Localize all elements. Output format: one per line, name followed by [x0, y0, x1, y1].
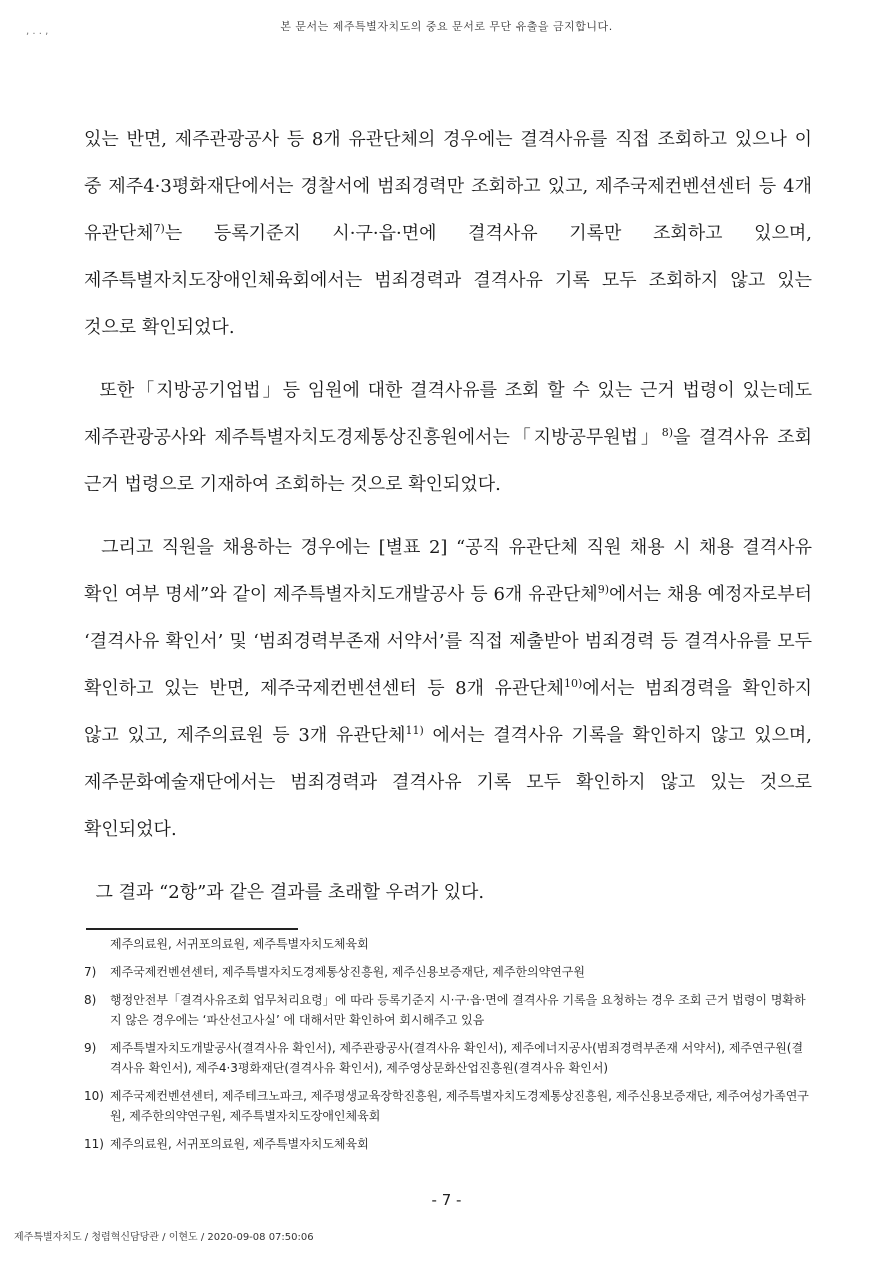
paragraph-1: [84, 116, 812, 351]
paragraph-2-text: 또한「지방공기업법」등 임원에 대한 결격사유를 조회 할 수 있는 근거 법령이 있는데도 제주관광공사와 제주특별자치도경제통상진흥원에서는「지방공무원법」: [84, 380, 812, 448]
footnote-10: [84, 1086, 814, 1126]
footnote-number: 10): [84, 1089, 104, 1103]
paragraph-3-tail: 에서는 채용 예정자로부터 ‘결격사유 확인서’ 및 ‘범죄경력부존재 서약서’를 직접 제출받아 범죄경력 등 결격사유를 모두 확인하고 있는 반면, 제주국제컨벤션센터 등 8개 유관단체: [84, 584, 812, 699]
footnote-number: 9): [84, 1041, 97, 1055]
confidential-notice: 본 문서는 제주특별자치도의 중요 문서로 무단 유출을 금지합니다.: [280, 20, 613, 33]
paragraph-2: [84, 367, 812, 508]
paragraph-1-tail: 는 등록기준지 시·구·읍·면에 결격사유 기록만 조회하고 있으며, 제주특별자치도장애인체육회에서는 범죄경력과 결격사유 기록 모두 조회하지 않고 있는 것으로 확인되었다.: [84, 223, 812, 338]
paragraph-1-text: 있는 반면, 제주관광공사 등 8개 유관단체의 경우에는 결격사유를 직접 조회하고 있으나 이 중 제주4·3평화재단에서는 경찰서에 범죄경력만 조회하고 있고, 제주국제컨벤션센터 등 4개 유관단체: [84, 129, 812, 244]
footnote-number: 8): [84, 993, 97, 1007]
footnote-7: [84, 962, 814, 982]
footnote-ref-11: 11): [405, 724, 424, 737]
footnotes: [84, 934, 814, 1162]
footnote-number: 7): [84, 965, 97, 979]
footnote-divider: [86, 928, 298, 930]
footnote-text: 제주의료원, 서귀포의료원, 제주특별자치도체육회: [110, 1137, 369, 1151]
footnote-ref-7: 7): [153, 222, 165, 235]
footnote-text: 행정안전부「결격사유조회 업무처리요령」에 따라 등록기준지 시·구·읍·면에 결격사유 기록을 요청하는 경우 조회 근거 법령이 명확하지 않은 경우에는 ‘파산선고사실’ 에 대해서만 확인하여 회시해주고 있음: [110, 993, 806, 1027]
body-text: [84, 116, 812, 932]
paragraph-2-tail: 을 결격사유 조회 근거 법령으로 기재하여 조회하는 것으로 확인되었다.: [84, 427, 813, 495]
footnote-text: 제주특별자치도개발공사(결격사유 확인서), 제주관광공사(결격사유 확인서), 제주에너지공사(범죄경력부존재 서약서), 제주연구원(결격사유 확인서), 제주4·3평화재단(결격사유 확인서), 제주영상문화산업진흥원(결격사유 확인서): [110, 1041, 804, 1075]
footnote-11: [84, 1134, 814, 1154]
paragraph-3-tail2: 에서는 범죄경력을 확인하지 않고 있고, 제주의료원 등 3개 유관단체: [84, 678, 812, 746]
footnote-ref-10: 10): [564, 677, 583, 690]
footnote-9: [84, 1038, 814, 1078]
paragraph-4: [84, 869, 812, 916]
document-print-info: 제주특별자치도 / 청렴혁신담당관 / 이현도 / 2020-09-08 07:50:06: [14, 1232, 314, 1243]
footnote-ref-8: 8): [661, 426, 674, 439]
paragraph-3: [84, 524, 812, 853]
footnote-continued: 제주의료원, 서귀포의료원, 제주특별자치도체육회: [110, 937, 369, 951]
paragraph-3-text: 그리고 직원을 채용하는 경우에는 [별표 2] “공직 유관단체 직원 채용 시 채용 결격사유 확인 여부 명세”와 같이 제주특별자치도개발공사 등 6개 유관단체: [84, 537, 812, 605]
paragraph-3-tail3: 에서는 결격사유 기록을 확인하지 않고 있으며, 제주문화예술재단에서는 범죄경력과 결격사유 기록 모두 확인하지 않고 있는 것으로 확인되었다.: [84, 725, 812, 840]
footnote-number: 11): [84, 1137, 104, 1151]
page-number: - 7 -: [431, 1191, 462, 1209]
footnote-text: 제주국제컨벤션센터, 제주테크노파크, 제주평생교육장학진흥원, 제주특별자치도경제통상진흥원, 제주신용보증재단, 제주여성가족연구원, 제주한의약연구원, 제주특별자치도장애인체육회: [110, 1089, 809, 1123]
footnote-text: 제주국제컨벤션센터, 제주특별자치도경제통상진흥원, 제주신용보증재단, 제주한의약연구원: [110, 965, 585, 979]
paragraph-4-text: 그 결과 “2항”과 같은 결과를 초래할 우려가 있다.: [95, 882, 485, 903]
footnote-ref-9: 9): [597, 583, 610, 596]
footnote-8: [84, 990, 814, 1030]
scan-marks: , . . ,: [26, 26, 49, 37]
